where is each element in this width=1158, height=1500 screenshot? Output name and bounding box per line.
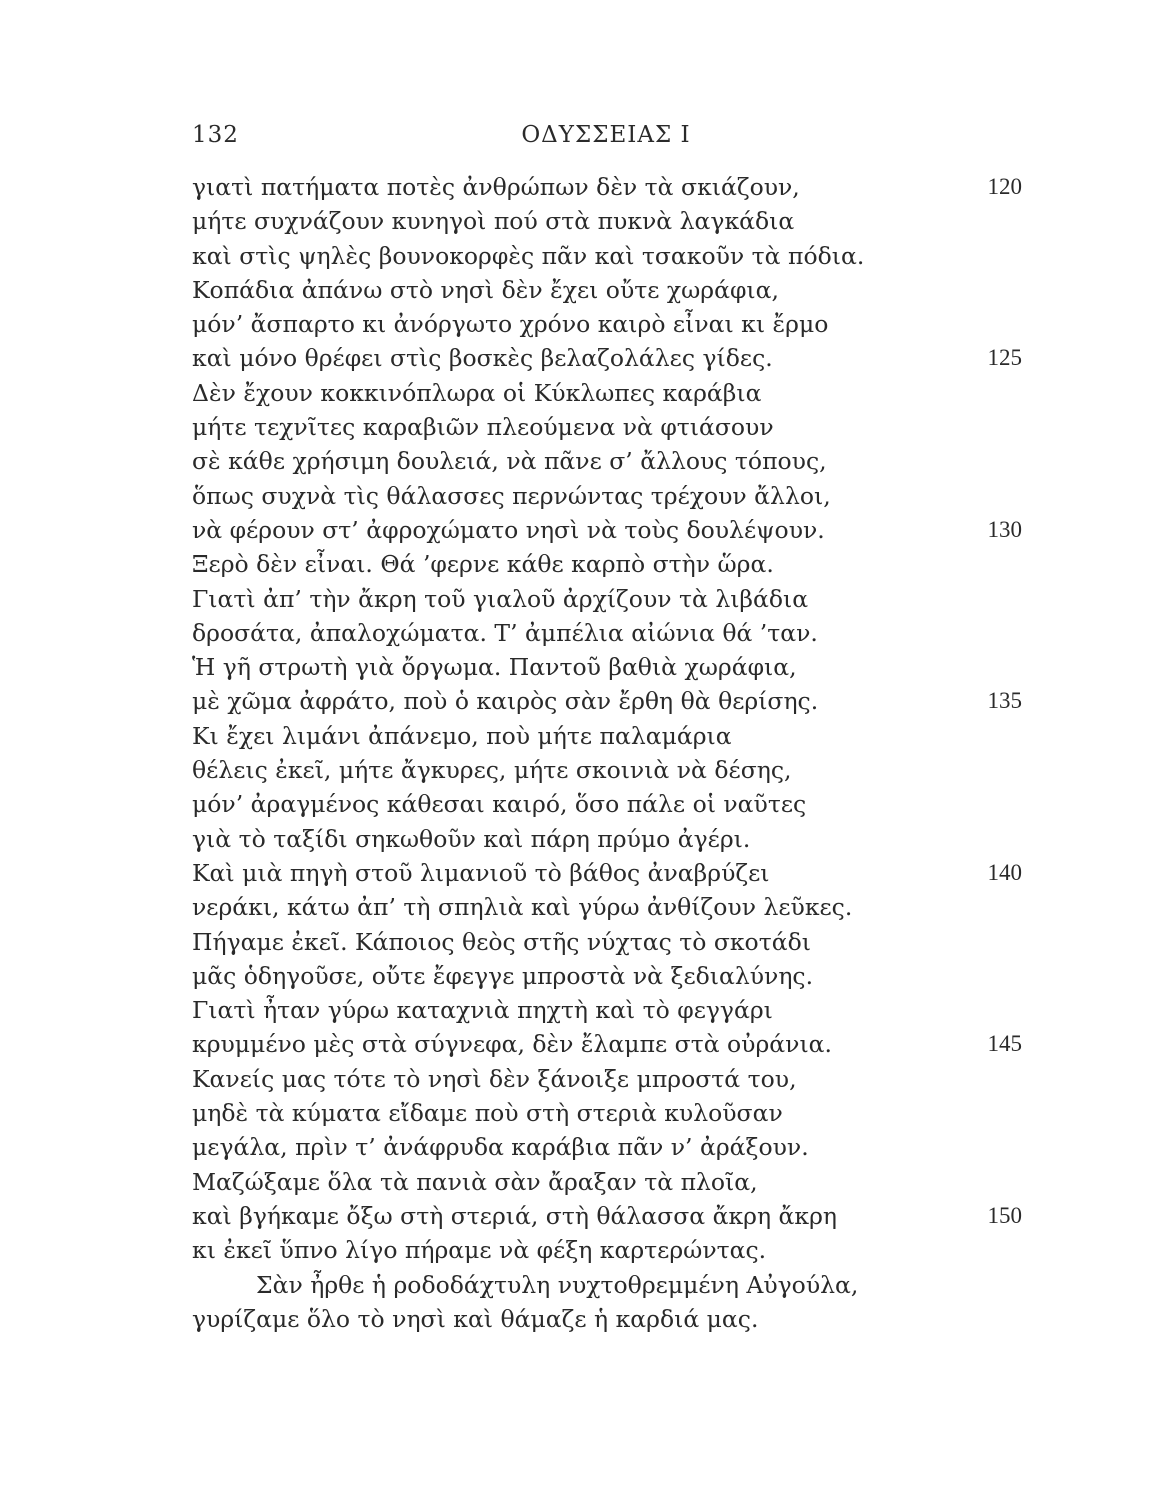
verse-line <box>192 547 1022 581</box>
verse-text: Ξερὸ δὲν εἶναι. Θά ’φερνε κάθε καρπὸ στὴν ὥρα. <box>192 550 774 579</box>
verse-line <box>192 890 1022 924</box>
verse-line <box>192 1130 1022 1164</box>
verse-text: νὰ φέρουν στ’ ἀφροχώματο νησὶ νὰ τοὺς δουλέψουν. <box>192 515 825 544</box>
verse-line <box>192 376 1022 410</box>
verse-text: Κοπάδια ἀπάνω στὸ νησὶ δὲν ἔχει οὔτε χωράφια, <box>192 275 779 304</box>
verse-text: νεράκι, κάτω ἀπ’ τὴ σπηλιὰ καὶ γύρω ἀνθίζουν λεῦκες. <box>192 893 853 922</box>
verse-text: καὶ μόνο θρέφει στὶς βοσκὲς βελαζολάλες γίδες. <box>192 344 773 373</box>
verse-text: μήτε συχνάζουν κυνηγοὶ πού στὰ πυκνὰ λαγκάδια <box>192 207 795 236</box>
verse-line <box>192 341 1022 375</box>
verse-line <box>192 307 1022 341</box>
verse-text: γυρίζαμε ὅλο τὸ νησὶ καὶ θάμαζε ἡ καρδιά μας. <box>192 1304 759 1333</box>
page-number: 132 <box>192 122 239 148</box>
verse-text: μόν’ ἀραγμένος κάθεσαι καιρό, ὅσο πάλε οἱ ναῦτες <box>192 790 807 819</box>
verse-line <box>192 1165 1022 1199</box>
verse-text: κρυμμένο μὲς στὰ σύγνεφα, δὲν ἔλαμπε στὰ οὐράνια. <box>192 1030 832 1059</box>
running-title: ΟΔΥΣΣΕΙΑΣ Ι <box>521 122 691 148</box>
verse-line <box>192 273 1022 307</box>
verse-text: Δὲν ἔχουν κοκκινόπλωρα οἱ Κύκλωπες καράβια <box>192 378 762 407</box>
verse-line <box>192 1268 1022 1302</box>
verse-line <box>192 170 1022 204</box>
verse-line <box>192 1199 1022 1233</box>
verse-text: μὲ χῶμα ἀφράτο, ποὺ ὁ καιρὸς σὰν ἔρθη θὰ θερίσης. <box>192 687 819 716</box>
verse-line <box>192 1302 1022 1336</box>
verse-line <box>192 410 1022 444</box>
verse-line <box>192 719 1022 753</box>
verse-text: δροσάτα, ἀπαλοχώματα. Τ’ ἀμπέλια αἰώνια θά ’ταν. <box>192 618 818 647</box>
verse-text: καὶ στὶς ψηλὲς βουνοκορφὲς πᾶν καὶ τσακοῦν τὰ πόδια. <box>192 241 865 270</box>
verse-text: καὶ βγήκαμε ὄξω στὴ στεριά, στὴ θάλασσα ἄκρη ἄκρη <box>192 1201 837 1230</box>
verse-text: κι ἐκεῖ ὕπνο λίγο πήραμε νὰ φέξη καρτερώντας. <box>192 1236 767 1265</box>
verse-text: ὅπως συχνὰ τὶς θάλασσες περνώντας τρέχουν ἄλλοι, <box>192 481 831 510</box>
verse-line <box>192 1233 1022 1267</box>
verse-line <box>192 959 1022 993</box>
verse-line <box>192 753 1022 787</box>
verse-line <box>192 239 1022 273</box>
verse-line <box>192 684 1022 718</box>
verse-text: γιὰ τὸ ταξίδι σηκωθοῦν καὶ πάρη πρύμο ἀγέρι. <box>192 824 751 853</box>
verse-text: μεγάλα, πρὶν τ’ ἀνάφρυδα καράβια πᾶν ν’ ἀράξουν. <box>192 1133 809 1162</box>
line-number: 125 <box>987 345 1022 371</box>
verse-text: μήτε τεχνῖτες καραβιῶν πλεούμενα νὰ φτιάσουν <box>192 413 774 442</box>
line-number: 140 <box>987 859 1022 885</box>
verse-text: μόν’ ἄσπαρτο κι ἀνόργωτο χρόνο καιρὸ εἶναι κι ἔρμο <box>192 310 829 339</box>
verse-line <box>192 925 1022 959</box>
verse-text: θέλεις ἐκεῖ, μήτε ἄγκυρες, μήτε σκοινιὰ νὰ δέσης, <box>192 756 792 785</box>
verse-text: Γιατὶ ἦταν γύρω καταχνιὰ πηχτὴ καὶ τὸ φεγγάρι <box>192 996 773 1025</box>
verse-text: Πήγαμε ἐκεῖ. Κάποιος θεὸς στῆς νύχτας τὸ σκοτάδι <box>192 927 811 956</box>
verse-line <box>192 650 1022 684</box>
verse-text: Κι ἔχει λιμάνι ἀπάνεμο, ποὺ μήτε παλαμάρια <box>192 721 732 750</box>
verse-text: Μαζώξαμε ὅλα τὰ πανιὰ σὰν ἄραξαν τὰ πλοῖα, <box>192 1167 758 1196</box>
verse-text: μᾶς ὁδηγοῦσε, οὔτε ἔφεγγε μπροστὰ νὰ ξεδιαλύνης. <box>192 961 814 990</box>
verse-line <box>192 444 1022 478</box>
verse-line <box>192 1062 1022 1096</box>
verse-line <box>192 513 1022 547</box>
verse-text: Κανείς μας τότε τὸ νησὶ δὲν ξάνοιξε μπροστά του, <box>192 1064 797 1093</box>
verse-text: Καὶ μιὰ πηγὴ στοῦ λιμανιοῦ τὸ βάθος ἀναβρύζει <box>192 858 770 887</box>
verse-text: Γιατὶ ἀπ’ τὴν ἄκρη τοῦ γιαλοῦ ἀρχίζουν τὰ λιβάδια <box>192 584 809 613</box>
verse-line <box>192 1096 1022 1130</box>
verse-text: μηδὲ τὰ κύματα εἴδαμε ποὺ στὴ στεριὰ κυλοῦσαν <box>192 1099 783 1128</box>
verse-text: γιατὶ πατήματα ποτὲς ἀνθρώπων δὲν τὰ σκιάζουν, <box>192 173 800 201</box>
poem-body <box>192 170 1022 1336</box>
verse-line <box>192 787 1022 821</box>
verse-line <box>192 1027 1022 1061</box>
page-header <box>192 122 1020 158</box>
verse-line <box>192 856 1022 890</box>
verse-line <box>192 204 1022 238</box>
line-number: 150 <box>987 1202 1022 1228</box>
verse-text: Ἡ γῆ στρωτὴ γιὰ ὄργωμα. Παντοῦ βαθιὰ χωράφια, <box>192 653 797 682</box>
verse-line <box>192 993 1022 1027</box>
line-number: 120 <box>987 174 1022 199</box>
line-number: 135 <box>987 688 1022 714</box>
line-number: 130 <box>987 516 1022 542</box>
verse-line <box>192 616 1022 650</box>
verse-line <box>192 479 1022 513</box>
verse-text: σὲ κάθε χρήσιμη δουλειά, νὰ πᾶνε σ’ ἄλλους τόπους, <box>192 447 827 476</box>
line-number: 145 <box>987 1031 1022 1057</box>
verse-text: Σὰν ἦρθε ἡ ροδοδάχτυλη νυχτοθρεμμένη Αὐγούλα, <box>256 1270 859 1299</box>
verse-line <box>192 582 1022 616</box>
verse-line <box>192 822 1022 856</box>
